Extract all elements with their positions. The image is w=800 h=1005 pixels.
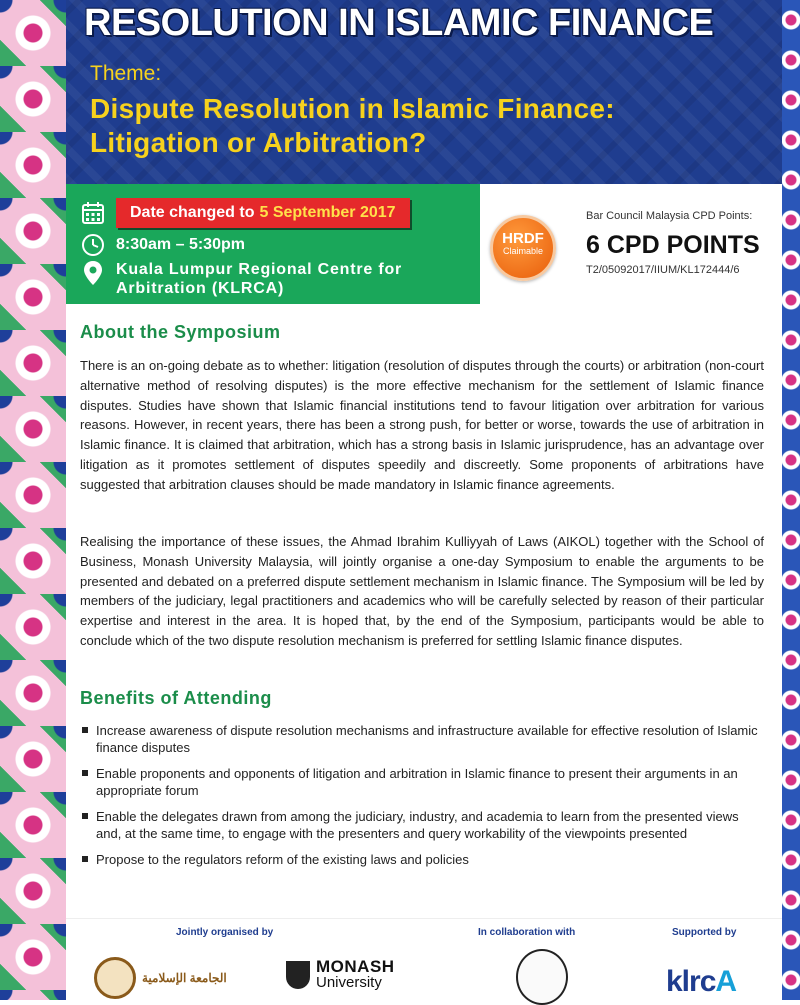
location-pin-icon bbox=[80, 260, 106, 286]
jointly-organised-label: Jointly organised by bbox=[176, 927, 274, 938]
date-changed-banner bbox=[116, 198, 410, 228]
hrdf-claimable-label: Claimable bbox=[502, 246, 544, 256]
collaboration-label: In collaboration with bbox=[478, 927, 576, 938]
left-islamic-pattern-border bbox=[0, 0, 66, 1000]
venue-line-1: Kuala Lumpur Regional Centre for bbox=[116, 261, 403, 278]
poster-title: RESOLUTION IN ISLAMIC FINANCE bbox=[84, 2, 714, 44]
theme-text bbox=[90, 92, 770, 160]
about-paragraph-2: Realising the importance of these issues, the Ahmad Ibrahim Kulliyyah of Laws (AIKOL) together with the School of Business, Monash University Malaysia, will jointly organise a one-day Symposium to enable the arguments to be presented and debated on a preferred dispute settlement mechanism in Islamic finance. The Symposium will be led by members of the judiciary, legal practitioners and academics who will be carefully selected by reason of their particular expertise and interest in the area. It is hoped that, by the end of the Symposium, participants would be able to conclude which of the two dispute resolution mechanism is preferred for settling Islamic finance disputes. bbox=[80, 534, 764, 648]
supported-by-label: Supported by bbox=[672, 927, 737, 938]
monash-name: MONASH bbox=[316, 957, 395, 976]
klrca-a-letter: A bbox=[715, 965, 737, 998]
event-venue bbox=[116, 260, 402, 298]
iium-logo: الجامعة الإسلامية bbox=[94, 957, 227, 999]
clock-icon bbox=[80, 232, 106, 258]
header-banner bbox=[66, 0, 782, 184]
monash-logo bbox=[286, 959, 395, 991]
collaborator-seal-logo bbox=[516, 949, 568, 1005]
cpd-points: 6 CPD POINTS bbox=[586, 231, 760, 259]
theme-line-1: Dispute Resolution in Islamic Finance: bbox=[90, 93, 615, 124]
hrdf-claimable-badge bbox=[490, 215, 556, 281]
about-heading: About the Symposium bbox=[80, 322, 281, 342]
right-islamic-pattern-border bbox=[782, 0, 800, 1000]
cpd-label: Bar Council Malaysia CPD Points: bbox=[586, 210, 753, 222]
klrca-text: klrc bbox=[666, 965, 716, 998]
benefit-item: Enable proponents and opponents of litigation and arbitration in Islamic finance to present their arguments in an appropriate forum bbox=[80, 765, 764, 799]
iium-seal-icon bbox=[94, 957, 136, 999]
time-row bbox=[80, 232, 245, 258]
venue-row bbox=[80, 260, 402, 298]
benefit-item: Enable the delegates drawn from among the judiciary, industry, and academia to learn from the presented views and, at the same time, to engage with the presenters and query workability of the viewpoints presented bbox=[80, 808, 764, 842]
klrca-logo bbox=[666, 965, 736, 999]
footer bbox=[66, 918, 782, 1001]
venue-line-2: Arbitration (KLRCA) bbox=[116, 280, 285, 297]
main-content bbox=[66, 304, 782, 918]
monash-shield-icon bbox=[286, 961, 310, 989]
benefit-item: Propose to the regulators reform of the existing laws and policies bbox=[80, 851, 764, 868]
event-info-panel bbox=[66, 184, 480, 304]
theme-label: Theme: bbox=[90, 62, 162, 85]
date-value: 5 September 2017 bbox=[259, 204, 396, 221]
theme-line-2: Litigation or Arbitration? bbox=[90, 127, 427, 158]
benefit-item: Increase awareness of dispute resolution mechanisms and infrastructure available for effective resolution of Islamic finance disputes bbox=[80, 722, 764, 756]
cpd-code: T2/05092017/IIUM/KL172444/6 bbox=[586, 264, 740, 276]
date-row bbox=[80, 198, 410, 228]
benefits-list bbox=[80, 722, 764, 877]
monash-university: University bbox=[316, 974, 382, 991]
event-time: 8:30am – 5:30pm bbox=[116, 236, 245, 253]
calendar-icon bbox=[80, 200, 106, 226]
hrdf-label: HRDF bbox=[502, 230, 544, 247]
about-paragraph-1: There is an on-going debate as to whether: litigation (resolution of disputes through the courts) or arbitration (non-court alternative method of resolving disputes) is the more effective mechanism for the settlement of Islamic finance disputes. Studies have shown that Islamic financial institutions tend to favour litigation over arbitration for various reasons. However, in recent years, there has been a strong push, for better or worse, towards the use of arbitration in Islamic finance. It is claimed that arbitration, which has a strong basis in Islamic jurisprudence, has an advantage over litigation as it promotes settlement of disputes speedily and discreetly. Some proponents of arbitrations have suggested that arbitration clauses should be made mandatory in Islamic finance agreements. bbox=[80, 358, 764, 492]
benefits-heading: Benefits of Attending bbox=[80, 688, 272, 708]
date-prefix: Date changed to bbox=[130, 204, 255, 221]
